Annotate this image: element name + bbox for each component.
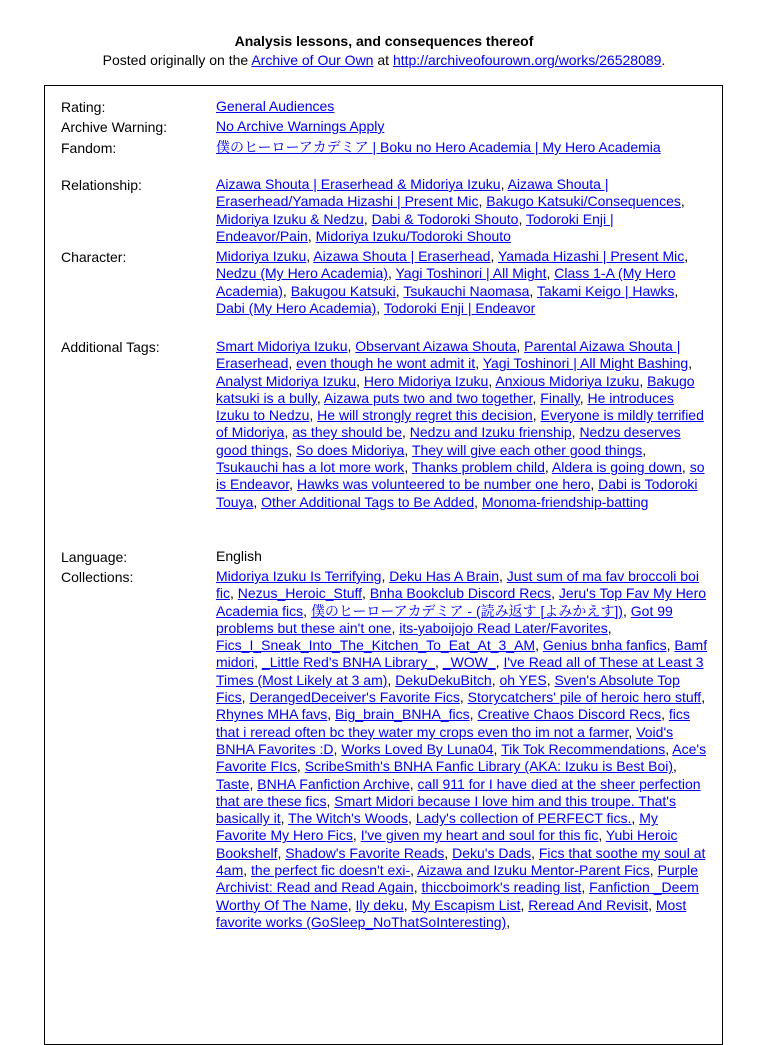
tag-link[interactable]: Rhynes MHA favs	[216, 706, 328, 723]
tag-link[interactable]: Reread And Revisit	[528, 896, 649, 913]
work-url-link[interactable]: http://archiveofourown.org/works/26528089	[392, 52, 662, 68]
tag-link[interactable]: Aldera is going down	[551, 459, 682, 476]
tag-link[interactable]: I've given my heart and soul for this fic	[360, 827, 599, 844]
tag-link[interactable]: Bakugo Katsuki/Consequences	[486, 193, 681, 210]
tag-link[interactable]: Midoriya Izuku Is Terrifying	[216, 568, 382, 584]
meta-label: Additional Tags:	[61, 339, 160, 355]
tag-link[interactable]: Observant Aizawa Shouta	[355, 338, 517, 354]
tag-link[interactable]: Aizawa Shouta | Eraserhead	[313, 248, 491, 264]
tag-link[interactable]: Fics_I_Sneak_Into_The_Kitchen_To_Eat_At_3_AM	[216, 637, 536, 654]
tag-link[interactable]: 僕のヒーローアカデミア - (読み返す [よみかえす])	[310, 602, 623, 619]
tag-link[interactable]: Sven's Absolute Top Fics	[216, 671, 680, 706]
tag-link[interactable]: thiccboimork's reading list	[421, 879, 582, 896]
meta-label: Archive Warning:	[61, 119, 168, 135]
posted-originally-line	[0, 51, 768, 69]
tag-link[interactable]: Shadow's Favorite Reads	[285, 844, 445, 861]
tag-link[interactable]: _Little Red's BNHA Library_	[261, 654, 435, 671]
tag-link[interactable]: Midoriya Izuku	[216, 248, 307, 264]
tag-link[interactable]: oh YES	[499, 671, 547, 688]
tag-link[interactable]: DekuDekuBitch	[395, 671, 492, 688]
tag-link[interactable]: He introduces Izuku to Nedzu	[216, 389, 674, 424]
meta-value	[216, 139, 708, 156]
meta-value	[216, 118, 708, 135]
tag-link[interactable]: Fanfiction _Deem Worthy Of The Name	[216, 879, 699, 913]
tag-link[interactable]: Aizawa Shouta | Eraserhead & Midoriya Izuku	[216, 176, 501, 192]
tag-link[interactable]: Nedzu deserves good things	[216, 424, 681, 458]
tag-link[interactable]: ScribeSmith's BNHA Fanfic Library (AKA: Izuku is Best Boi)	[304, 758, 674, 775]
tag-link[interactable]: its-yaboijojo Read Later/Favorites	[399, 619, 608, 636]
tag-link[interactable]: Lady's collection of PERFECT fics.	[415, 810, 632, 827]
meta-text: English	[216, 548, 262, 564]
meta-value: Aizawa Shouta | Eraserhead & Midoriya Izuku, Aizawa Shouta | Eraserhead/Yamada Hizashi | Present Mic, Bakugo Katsuki/Consequences, Midoriya Izuku & Nedzu, Dabi & Todoroki Shouto, Todoroki Enji | Endeavor/Pain, Midoriya Izuku/Todoroki Shouto	[216, 176, 685, 244]
tag-link[interactable]: So does Midoriya	[296, 441, 405, 458]
tag-link[interactable]: Parental Aizawa Shouta | Eraserhead	[216, 338, 681, 372]
tag-link[interactable]: Void's BNHA Favorites :D	[216, 723, 674, 757]
tag-link[interactable]: Hero Midoriya Izuku	[363, 372, 489, 389]
tag-link[interactable]: The Witch's Woods	[288, 810, 409, 827]
tag-link[interactable]: Everyone is mildly terrified of Midoriya	[216, 407, 704, 441]
tag-link[interactable]: Storycatchers' pile of heroic hero stuff	[467, 689, 702, 706]
tag-link[interactable]: Deku Has A Brain	[389, 568, 499, 584]
tag-link[interactable]: Just sum of ma fav broccoli boi fic	[216, 568, 699, 602]
tag-link[interactable]: Bamf midori	[216, 637, 708, 671]
period: .	[661, 52, 666, 68]
tag-link[interactable]: DerangedDeceiver's Favorite Fics	[249, 689, 460, 706]
tag-link[interactable]: I've Read all of These at Least 3 Times (Most Likely at 3 am)	[216, 654, 704, 688]
tag-link[interactable]: Aizawa and Izuku Mentor-Parent Fics	[417, 862, 650, 879]
tag-link[interactable]: Nezus_Heroic_Stuff	[237, 585, 363, 602]
document-header	[0, 32, 768, 69]
tag-link[interactable]: My Favorite My Hero Fics	[216, 810, 658, 844]
tag-link[interactable]: Taste	[216, 775, 250, 792]
metadata-box	[44, 85, 723, 1045]
tag-link[interactable]: Takami Keigo | Hawks	[536, 282, 675, 299]
document-title: Analysis lessons, and consequences thereof	[234, 33, 534, 49]
tag-link[interactable]: Monoma-friendship-batting	[481, 493, 649, 510]
tag-link[interactable]: Genius bnha fanfics	[542, 637, 667, 654]
archive-link[interactable]: Archive of Our Own	[251, 52, 374, 68]
meta-value: Midoriya Izuku Is Terrifying, Deku Has A Brain, Just sum of ma fav broccoli boi fic, Nezus_Heroic_Stuff, Bnha Bookclub Discord Recs, Jeru's Top Fav My Hero Academia fics, 僕のヒーローアカデミア - (読み返す [よみかえす]), Got 99 problems but these ain't one, its-yaboijojo Read Later/Favorites, Fics_I_Sneak_Into_The_Kitchen_To_Eat_At_3_AM, Genius bnha fanfics, Bamf midori, _Little Red's BNHA Library_, _WOW_, I've Read all of These at Least 3 Times (Most Likely at 3 am), DekuDekuBitch, oh YES, Sven's Absolute Top Fics, DerangedDeceiver's Favorite Fics, Storycatchers' pile of heroic hero stuff, Rhynes MHA favs, Big_brain_BNHA_fics, Creative Chaos Discord Recs, fics that i reread often bc they water my crops even tho im not a farmer, Void's BNHA Favorites :D, Works Loved By Luna04, Tik Tok Recommendations, Ace's Favorite FIcs, ScribeSmith's BNHA Fanfic Library (AKA: Izuku is Best Boi), Taste, BNHA Fanfiction Archive, call 911 for I have died at the sheer perfection that are these fics, Smart Midori because I love him and this troupe. That's basically it, The Witch's Woods, Lady's collection of PERFECT fics., My Favorite My Hero Fics, I've given my heart and soul for this fic, Yubi Heroic Bookshelf, Shadow's Favorite Reads, Deku's Dads, Fics that soothe my soul at 4am, the perfect fic doesn't exi-, Aizawa and Izuku Mentor-Parent Fics, Purple Archivist: Read and Read Again, thiccboimork's reading list, Fanfiction _Deem Worthy Of The Name, Ily deku, My Escapism List, Reread And Revisit, Most favorite works (GoSleep_NoThatSoInteresting),	[216, 568, 708, 930]
tag-link[interactable]: Deku's Dads	[452, 844, 532, 861]
meta-value	[216, 98, 708, 115]
tag-link[interactable]: He will strongly regret this decision	[317, 407, 533, 424]
tag-link[interactable]: Works Loved By Luna04	[341, 740, 494, 757]
tag-link[interactable]: Nedzu and Izuku frienship	[409, 424, 572, 441]
tag-link[interactable]: Got 99 problems but these ain't one	[216, 602, 673, 636]
tag-link[interactable]: Dabi & Todoroki Shouto	[371, 210, 519, 227]
tag-link[interactable]: Hawks was volunteered to be number one hero	[296, 476, 591, 493]
tag-link[interactable]: 僕のヒーローアカデミア | Boku no Hero Academia | My Hero Academia	[216, 139, 661, 155]
at-text: at	[373, 52, 393, 68]
tag-link[interactable]: Tsukauchi Naomasa	[403, 282, 530, 299]
tag-link[interactable]: Todoroki Enji | Endeavor/Pain	[216, 210, 614, 244]
tag-link[interactable]: Tik Tok Recommendations	[501, 740, 666, 757]
tag-link[interactable]: even though he wont admit it	[296, 355, 476, 372]
tag-link[interactable]: Bakugo katsuki is a bully	[216, 372, 695, 406]
tag-link[interactable]: Big_brain_BNHA_fics	[335, 706, 470, 723]
tag-link[interactable]: Class 1-A (My Hero Academia)	[216, 265, 676, 299]
meta-label: Language:	[61, 549, 128, 565]
tag-link[interactable]: Yamada Hizashi | Present Mic	[498, 248, 685, 264]
tag-link[interactable]: BNHA Fanfiction Archive	[257, 775, 410, 792]
tag-link[interactable]: Finally	[540, 389, 580, 406]
tag-link[interactable]: Todoroki Enji | Endeavor	[383, 299, 536, 316]
meta-value	[216, 548, 708, 565]
tag-link[interactable]: _WOW_	[442, 654, 496, 671]
tag-link[interactable]: Ace's Favorite FIcs	[216, 740, 707, 775]
tag-link[interactable]: Bakugou Katsuki	[290, 282, 396, 299]
tag-link[interactable]: the perfect fic doesn't exi-	[251, 862, 411, 879]
tag-link[interactable]: Jeru's Top Fav My Hero Academia fics	[216, 585, 707, 619]
tag-link[interactable]: call 911 for I have died at the sheer perfection that are these fics	[216, 775, 701, 809]
meta-value: Smart Midoriya Izuku, Observant Aizawa Shouta, Parental Aizawa Shouta | Eraserhead, even though he wont admit it, Yagi Toshinori | All Might Bashing, Analyst Midoriya Izuku, Hero Midoriya Izuku, Anxious Midoriya Izuku, Bakugo katsuki is a bully, Aizawa puts two and two together, Finally, He introduces Izuku to Nedzu, He will strongly regret this decision, Everyone is mildly terrified of Midoriya, as they should be, Nedzu and Izuku frienship, Nedzu deserves good things, So does Midoriya, They will give each other good things, Tsukauchi has a lot more work, Thanks problem child, Aldera is going down, so is Endeavor, Hawks was volunteered to be number one hero, Dabi is Todoroki Touya, Other Additional Tags to Be Added, Monoma-friendship-batting	[216, 338, 705, 510]
tag-link[interactable]: Analyst Midoriya Izuku	[216, 372, 357, 389]
meta-label: Relationship:	[61, 177, 142, 193]
meta-label: Rating:	[61, 99, 106, 115]
tag-link[interactable]: Creative Chaos Discord Recs	[477, 706, 662, 723]
tag-link[interactable]: Aizawa Shouta | Eraserhead/Yamada Hizashi | Present Mic	[216, 176, 609, 210]
tag-link[interactable]: Thanks problem child	[411, 459, 545, 476]
meta-label: Character:	[61, 249, 127, 265]
meta-value: Midoriya Izuku, Aizawa Shouta | Eraserhead, Yamada Hizashi | Present Mic, Nedzu (My Hero Academia), Yagi Toshinori | All Might, Class 1-A (My Hero Academia), Bakugou Katsuki, Tsukauchi Naomasa, Takami Keigo | Hawks, Dabi (My Hero Academia), Todoroki Enji | Endeavor	[216, 248, 689, 316]
tag-link[interactable]: Yubi Heroic Bookshelf	[216, 827, 678, 861]
tag-link[interactable]: Nedzu (My Hero Academia)	[216, 265, 388, 282]
tag-link[interactable]: so is Endeavor	[216, 459, 705, 493]
tag-link[interactable]: My Escapism List	[411, 896, 521, 913]
tag-link[interactable]: fics that i reread often bc they water my crops even tho im not a farmer	[216, 706, 690, 740]
meta-label: Collections:	[61, 569, 134, 585]
tag-link[interactable]: Smart Midori because I love him and this troupe. That's basically it	[216, 792, 676, 827]
tag-link[interactable]: Purple Archivist: Read and Read Again	[216, 862, 699, 896]
tag-link[interactable]: Dabi is Todoroki Touya	[216, 476, 698, 510]
tag-link[interactable]: They will give each other good things	[411, 441, 643, 458]
tag-link[interactable]: Anxious Midoriya Izuku	[495, 372, 640, 389]
tag-link[interactable]: Other Additional Tags to Be Added	[261, 493, 475, 510]
tag-link[interactable]: as they should be	[292, 424, 402, 441]
tag-link[interactable]: Yagi Toshinori | All Might	[395, 265, 547, 282]
tag-link[interactable]: No Archive Warnings Apply	[216, 118, 385, 134]
posted-prefix: Posted originally on the	[102, 52, 252, 68]
tag-link[interactable]: Midoriya Izuku & Nedzu	[216, 210, 364, 227]
tag-link[interactable]: General Audiences	[216, 98, 335, 114]
tag-link[interactable]: Aizawa puts two and two together	[323, 389, 533, 406]
meta-label: Fandom:	[61, 140, 117, 156]
tag-link[interactable]: Ily deku	[355, 896, 404, 913]
tag-link[interactable]: Most favorite works (GoSleep_NoThatSoInteresting)	[216, 896, 687, 930]
tag-link[interactable]: Bnha Bookclub Discord Recs	[369, 585, 552, 602]
trailing-punct: ,	[506, 913, 511, 930]
tag-link[interactable]: Smart Midoriya Izuku	[216, 338, 348, 354]
tag-link[interactable]: Yagi Toshinori | All Might Bashing	[482, 355, 689, 372]
tag-link[interactable]: Midoriya Izuku/Todoroki Shouto	[315, 227, 511, 244]
tag-link[interactable]: Tsukauchi has a lot more work	[216, 459, 405, 476]
tag-link[interactable]: Dabi (My Hero Academia)	[216, 299, 377, 316]
tag-link[interactable]: Fics that soothe my soul at 4am	[216, 844, 706, 879]
